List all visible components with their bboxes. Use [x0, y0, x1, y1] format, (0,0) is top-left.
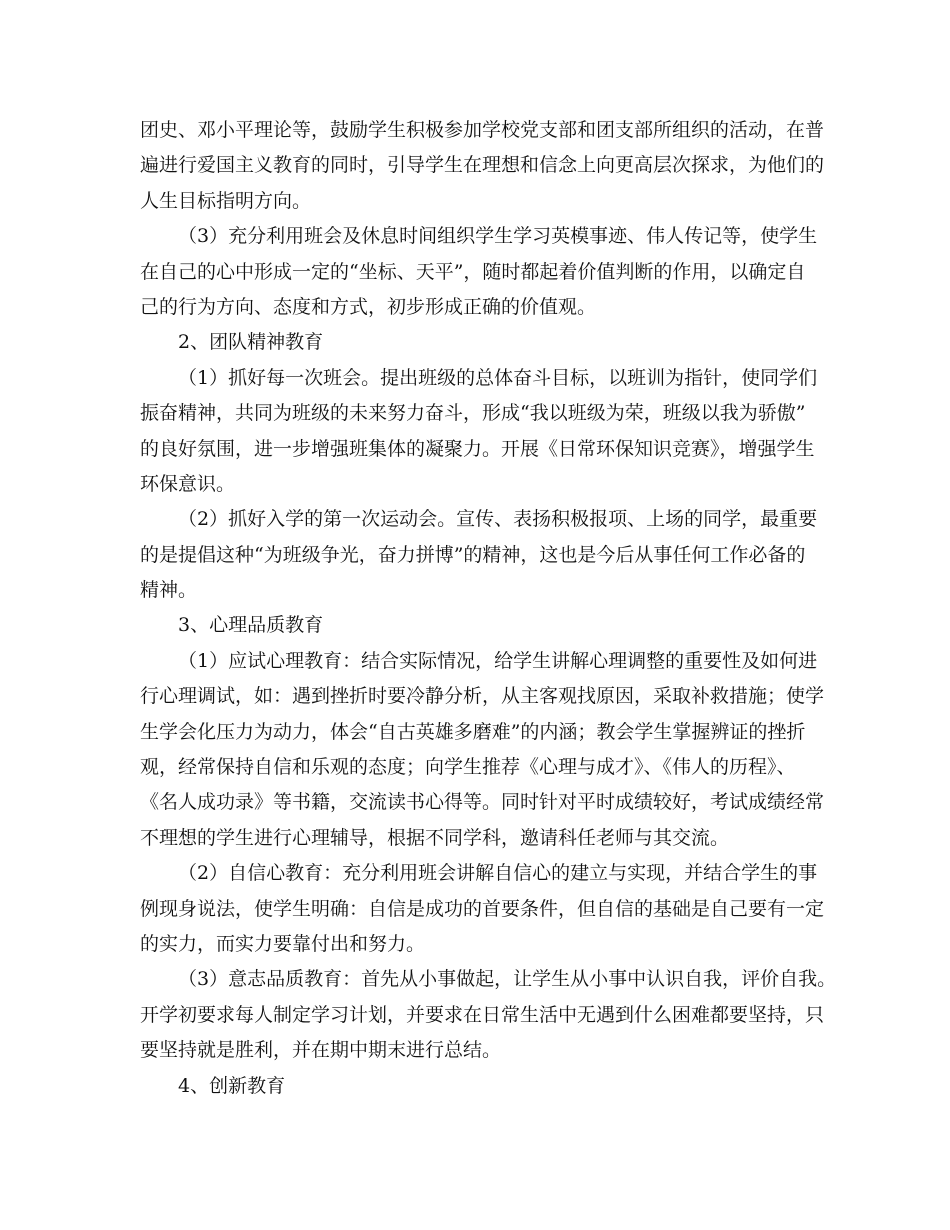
section-heading: 4、创新教育: [178, 1074, 286, 1097]
paragraph-start-line: （3）意志品质教育：首先从小事做起，让学生从小事中认识自我，评价自我。: [178, 968, 837, 991]
text-line: 己的行为方向、态度和方式，初步形成正确的价值观。: [140, 295, 597, 318]
paragraph-start-line: （2）自信心教育：充分利用班会讲解自信心的建立与实现，并结合学生的事: [178, 862, 818, 885]
text-line: 的是提倡这种“为班级争光，奋力拼博”的精神，这也是今后从事任何工作必备的: [140, 543, 806, 566]
text-line: 环保意识。: [140, 472, 236, 495]
text-line: 人生目标指明方向。: [140, 189, 312, 212]
text-line: 行心理调试，如：遇到挫折时要冷静分析，从主客观找原因，采取补救措施；使学: [140, 685, 825, 708]
text-line: 在自己的心中形成一定的“坐标、天平”，随时都起着价值判断的作用，以确定自: [140, 260, 806, 283]
text-line: 精神。: [140, 579, 198, 602]
paragraph-start-line: （3）充分利用班会及休息时间组织学生学习英模事迹、伟人传记等，使学生: [178, 225, 818, 248]
text-line: 不理想的学生进行心理辅导，根据不同学科，邀请科任老师与其交流。: [140, 826, 730, 849]
text-line: 的实力，而实力要靠付出和努力。: [140, 932, 426, 955]
section-heading: 2、团队精神教育: [178, 331, 324, 354]
section-heading: 3、心理品质教育: [178, 614, 324, 637]
text-line: 《名人成功录》等书籍，交流读书心得等。同时针对平时成绩较好，考试成绩经常: [140, 791, 825, 814]
text-line: 开学初要求每人制定学习计划，并要求在日常生活中无遇到什么困难都要坚持，只: [140, 1003, 825, 1026]
text-line: 观，经常保持自信和乐观的态度；向学生推荐《心理与成才》、《伟人的历程》、: [140, 756, 796, 779]
text-line: 例现身说法，使学生明确：自信是成功的首要条件，但自信的基础是自己要有一定: [140, 897, 825, 920]
text-line: 生学会化压力为动力，体会“自古英雄多磨难”的内涵；教会学生掌握辨证的挫折: [140, 720, 806, 743]
text-line: 的良好氛围，进一步增强班集体的凝聚力。开展《日常环保知识竞赛》，增强学生: [140, 437, 815, 460]
text-line: 振奋精神，共同为班级的未来努力奋斗，形成“我以班级为荣，班级以我为骄傲”: [140, 402, 806, 425]
text-line: 要坚持就是胜利，并在期中期末进行总结。: [140, 1039, 502, 1062]
body-text: [140, 113, 837, 1104]
paragraph-start-line: （2）抓好入学的第一次运动会。宣传、表扬积极报项、上场的同学，最重要: [178, 508, 818, 531]
text-line: 团史、邓小平理论等，鼓励学生积极参加学校党支部和团支部所组织的活动，在普: [140, 119, 825, 141]
text-line: 遍进行爱国主义教育的同时，引导学生在理想和信念上向更高层次探求，为他们的: [140, 154, 825, 177]
paragraph-start-line: （1）抓好每一次班会。提出班级的总体奋斗目标，以班训为指针，使同学们: [178, 366, 818, 389]
paragraph-start-line: （1）应试心理教育：结合实际情况，给学生讲解心理调整的重要性及如何进: [178, 649, 818, 672]
